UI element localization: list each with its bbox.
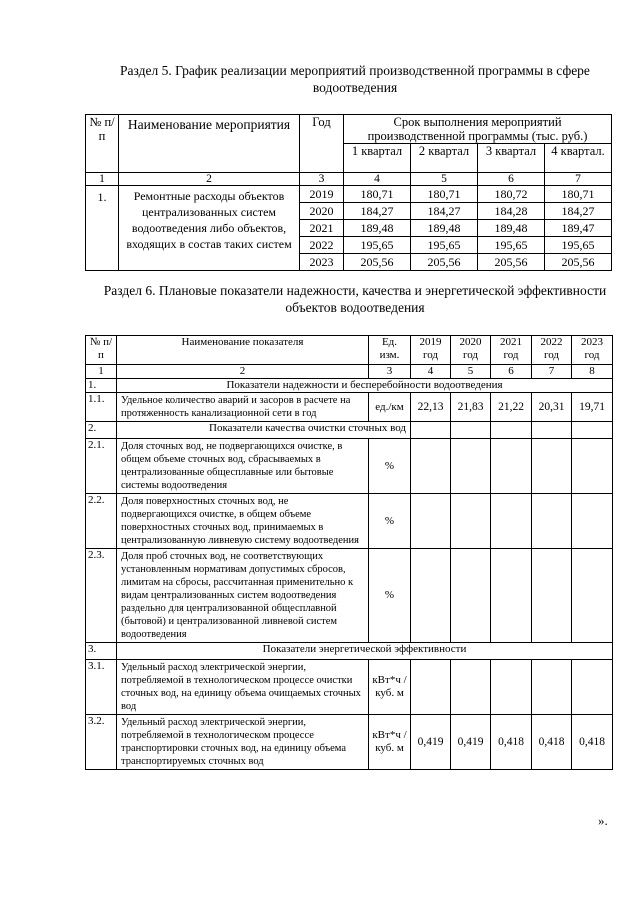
col-number: 2 xyxy=(117,365,369,379)
value-cell: 195,65 xyxy=(411,237,478,254)
col-number: 3 xyxy=(369,365,411,379)
value-cell: 180,71 xyxy=(411,186,478,203)
section-number: 1. xyxy=(86,379,117,393)
value-cell: 21,22 xyxy=(491,393,532,422)
row-number: 3.2. xyxy=(86,715,117,770)
empty-cell xyxy=(572,439,613,494)
indicator-name: Удельный расход электрической энергии, потребляемой в технологическом процессе очистки сточных вод, на единицу объема очищаемых сточных вод xyxy=(117,660,369,715)
empty-cell xyxy=(572,494,613,549)
indicators-table xyxy=(85,335,613,770)
closing-quote: ». xyxy=(598,813,608,828)
value-cell: 189,48 xyxy=(478,220,545,237)
indicator-name: Удельный расход электрической энергии, потребляемой в технологическом процессе транспортировки сточных вод, на единицу объема транспортируемых сточных вод xyxy=(117,715,369,770)
empty-cell xyxy=(451,549,491,643)
header-num: № п/п xyxy=(86,336,117,365)
col-number: 3 xyxy=(300,173,344,186)
header-q3: 3 квартал xyxy=(478,144,545,173)
empty-cell xyxy=(451,422,491,439)
empty-cell xyxy=(572,422,613,439)
unit-cell: % xyxy=(369,494,411,549)
header-q1: 1 квартал xyxy=(344,144,411,173)
value-cell: 180,72 xyxy=(478,186,545,203)
activity-name: Ремонтные расходы объектов централизованных систем водоотведения либо объектов, входящих в состав таких систем xyxy=(119,186,300,271)
value-cell: 184,28 xyxy=(478,203,545,220)
unit-cell: ед./км xyxy=(369,393,411,422)
header-year: 2023 год xyxy=(572,336,613,365)
value-cell: 0,419 xyxy=(411,715,451,770)
col-number: 4 xyxy=(344,173,411,186)
value-cell: 184,27 xyxy=(545,203,612,220)
unit-cell: % xyxy=(369,549,411,643)
header-name: Наименование мероприятия xyxy=(119,115,300,173)
value-cell: 189,48 xyxy=(411,220,478,237)
year-cell: 2023 xyxy=(300,254,344,271)
empty-cell xyxy=(451,660,491,715)
row-number: 2.2. xyxy=(86,494,117,549)
value-cell: 189,48 xyxy=(344,220,411,237)
value-cell: 21,83 xyxy=(451,393,491,422)
col-number: 4 xyxy=(411,365,451,379)
empty-cell xyxy=(532,549,572,643)
value-cell: 195,65 xyxy=(344,237,411,254)
header-year: Год xyxy=(300,115,344,173)
col-number: 1 xyxy=(86,365,117,379)
unit-cell: кВт*ч /куб. м xyxy=(369,715,411,770)
section5-title: Раздел 5. График реализации мероприятий производственной программы в сфере водоотведения xyxy=(120,63,590,95)
col-number: 5 xyxy=(451,365,491,379)
empty-cell xyxy=(491,422,532,439)
header-q4: 4 квартал. xyxy=(545,144,612,173)
empty-cell xyxy=(491,439,532,494)
section-number: 3. xyxy=(86,643,117,660)
value-cell: 22,13 xyxy=(411,393,451,422)
value-cell: 0,418 xyxy=(491,715,532,770)
value-cell: 19,71 xyxy=(572,393,613,422)
empty-cell xyxy=(491,660,532,715)
value-cell: 195,65 xyxy=(545,237,612,254)
header-year: 2021 год xyxy=(491,336,532,365)
indicator-name: Доля сточных вод, не подвергающихся очистке, в общем объеме сточных вод, сбрасываемых в централизованные общесплавные или бытовые системы водоотведения xyxy=(117,439,369,494)
empty-cell xyxy=(572,660,613,715)
value-cell: 205,56 xyxy=(545,254,612,271)
value-cell: 0,419 xyxy=(451,715,491,770)
col-number: 7 xyxy=(532,365,572,379)
value-cell: 205,56 xyxy=(411,254,478,271)
indicator-name: Доля проб сточных вод, не соответствующих установленным нормативам допустимых сбросов, лимитам на сбросы, рассчитанная применительно к видам централизованных систем водоотведения раздельно для централизованной общесплавной (бытовой) и централизованной ливневой систем водоотведения xyxy=(117,549,369,643)
empty-cell xyxy=(491,494,532,549)
empty-cell xyxy=(411,422,451,439)
indicator-name: Доля поверхностных сточных вод, не подвергающихся очистке, в общем объеме поверхностных сточных вод, принимаемых в централизованную ливневую систему водоотведения xyxy=(117,494,369,549)
empty-cell xyxy=(411,549,451,643)
row-number: 1.1. xyxy=(86,393,117,422)
header-year: 2019 год xyxy=(411,336,451,365)
schedule-table xyxy=(85,114,612,271)
empty-cell xyxy=(572,549,613,643)
col-number: 2 xyxy=(119,173,300,186)
header-year: 2022 год xyxy=(532,336,572,365)
row-number: 2.3. xyxy=(86,549,117,643)
empty-cell xyxy=(532,422,572,439)
section-title: Показатели надежности и бесперебойности водоотведения xyxy=(117,379,613,393)
col-number: 6 xyxy=(491,365,532,379)
col-number: 8 xyxy=(572,365,613,379)
header-unit: Ед. изм. xyxy=(369,336,411,365)
value-cell: 180,71 xyxy=(344,186,411,203)
value-cell: 184,27 xyxy=(344,203,411,220)
value-cell: 195,65 xyxy=(478,237,545,254)
unit-cell: кВт*ч /куб. м xyxy=(369,660,411,715)
year-cell: 2021 xyxy=(300,220,344,237)
col-number: 1 xyxy=(86,173,119,186)
empty-cell xyxy=(451,439,491,494)
section-title: Показатели качества очистки сточных вод xyxy=(117,422,411,439)
value-cell: 180,71 xyxy=(545,186,612,203)
section-title: Показатели энергетической эффективности xyxy=(117,643,613,660)
header-num: № п/п xyxy=(86,115,119,173)
header-name: Наименование показателя xyxy=(117,336,369,365)
header-year: 2020 год xyxy=(451,336,491,365)
col-number: 6 xyxy=(478,173,545,186)
empty-cell xyxy=(411,660,451,715)
empty-cell xyxy=(491,549,532,643)
empty-cell xyxy=(532,439,572,494)
empty-cell xyxy=(411,439,451,494)
value-cell: 0,418 xyxy=(572,715,613,770)
row-number: 1. xyxy=(86,186,119,271)
header-q2: 2 квартал xyxy=(411,144,478,173)
section-number: 2. xyxy=(86,422,117,439)
value-cell: 205,56 xyxy=(344,254,411,271)
value-cell: 0,418 xyxy=(532,715,572,770)
col-number: 5 xyxy=(411,173,478,186)
empty-cell xyxy=(411,494,451,549)
unit-cell: % xyxy=(369,439,411,494)
empty-cell xyxy=(532,494,572,549)
row-number: 3.1. xyxy=(86,660,117,715)
empty-cell xyxy=(532,660,572,715)
empty-cell xyxy=(451,494,491,549)
indicator-name: Удельное количество аварий и засоров в расчете на протяженность канализационной сети в год xyxy=(117,393,369,422)
row-number: 2.1. xyxy=(86,439,117,494)
header-period: Срок выполнения мероприятий производственной программы (тыс. руб.) xyxy=(344,115,612,144)
year-cell: 2022 xyxy=(300,237,344,254)
year-cell: 2019 xyxy=(300,186,344,203)
value-cell: 20,31 xyxy=(532,393,572,422)
value-cell: 189,47 xyxy=(545,220,612,237)
value-cell: 184,27 xyxy=(411,203,478,220)
year-cell: 2020 xyxy=(300,203,344,220)
section6-title: Раздел 6. Плановые показатели надежности, качества и энергетической эффективности объектов водоотведения xyxy=(103,283,607,315)
value-cell: 205,56 xyxy=(478,254,545,271)
col-number: 7 xyxy=(545,173,612,186)
